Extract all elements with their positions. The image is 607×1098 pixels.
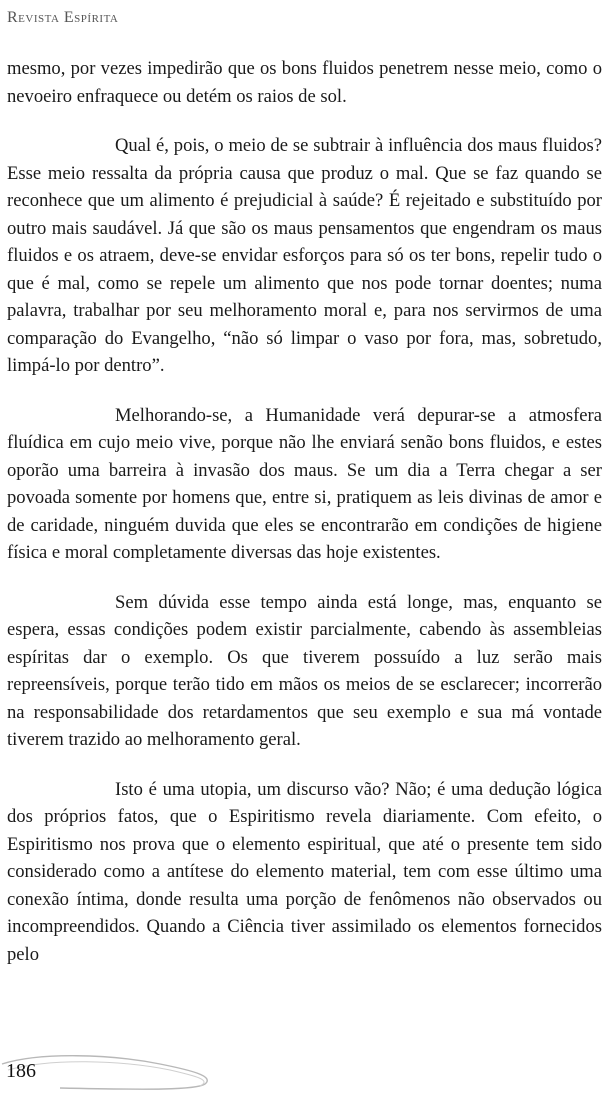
paragraph-3: Melhorando-se, a Humanidade verá depurar-se a atmosfera fluídica em cujo meio vive, porque não lhe enviará senão bons fluidos, e estes oporão uma barreira à invasão dos maus. Se um dia a Terra chegar a ser povoada somente por homens que, entre si, pratiquem as leis divinas de amor e de caridade, ninguém duvida que eles se encontrarão em condições de higiene física e moral completamente diversas das hoje existentes.	[7, 404, 602, 563]
body-text	[7, 55, 602, 990]
paragraph-2: Qual é, pois, o meio de se subtrair à influência dos maus fluidos? Esse meio ressalta da própria causa que produz o mal. Que se faz quando se reconhece que um alimento é prejudicial à saúde? É rejeitado e substituído por outro mais saudável. Já que são os maus pensamentos que engendram os maus fluidos e os atraem, deve-se envidar esforços para só os ter bons, repelir tudo o que é mal, como se repele um alimento que nos pode tornar doentes; numa palavra, trabalhar por seu melhoramento moral e, para nos servirmos de uma comparação do Evangelho, “não só limpar o vaso por fora, mas, sobretudo, limpá-lo por dentro”.	[7, 135, 602, 376]
paragraph-4: Sem dúvida esse tempo ainda está longe, mas, enquanto se espera, essas condições podem existir parcialmente, cabendo às assembleias espíritas dar o exemplo. Os que tiverem possuído a luz serão mais repreensíveis, porque terão tido em mãos os meios de se esclarecer; incorrerão na responsabilidade dos retardamentos que seu exemplo e sua má vontade tiverem trazido ao melhoramento geral.	[7, 591, 602, 750]
paragraph-1: mesmo, por vezes impedirão que os bons fluidos penetrem nesse meio, como o nevoeiro enfraquece ou detém os raios de sol.	[7, 58, 602, 107]
page-number: 186	[6, 1060, 36, 1082]
running-head: Revista Espírita	[7, 9, 119, 26]
paragraph-5: Isto é uma utopia, um discurso vão? Não; é uma dedução lógica dos próprios fatos, que o Espiritismo revela diariamente. Com efeito, o Espiritismo nos prova que o elemento espiritual, que até o presente tem sido considerado como a antítese do elemento material, tem com esse último uma conexão íntima, donde resulta uma porção de fenômenos não observados ou incompreendidos. Quando a Ciência tiver assimilado os elementos fornecidos pelo	[7, 778, 602, 965]
